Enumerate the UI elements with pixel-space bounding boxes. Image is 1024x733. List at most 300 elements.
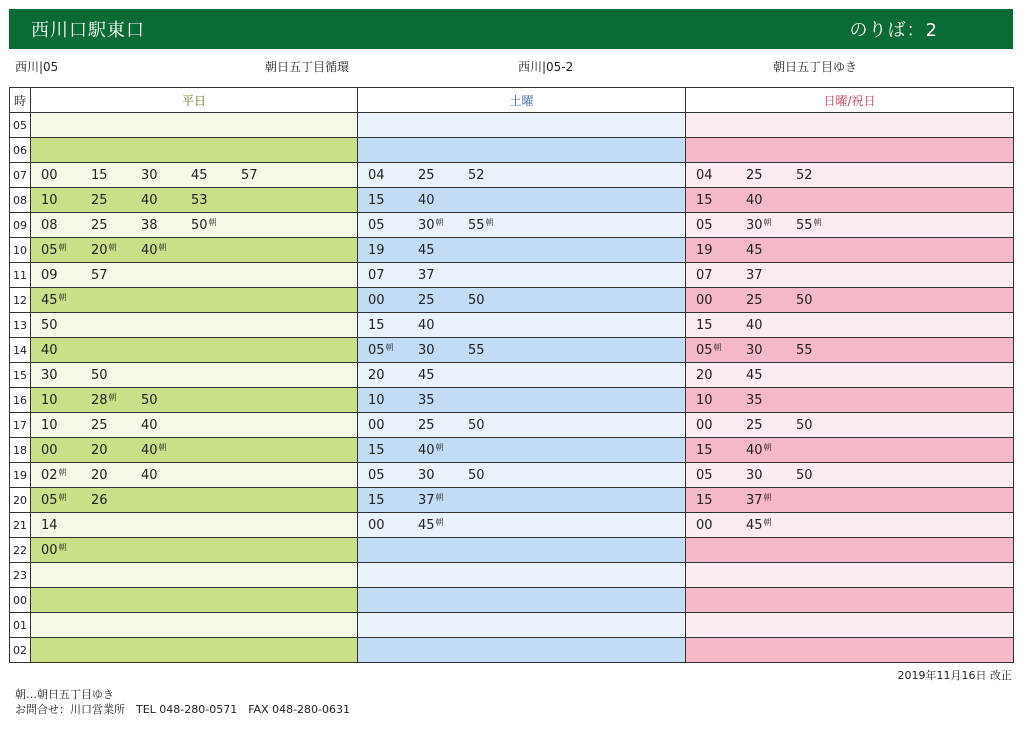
departure-time: [41, 293, 67, 308]
holiday-cell: [686, 138, 1014, 163]
weekday-cell: [31, 338, 358, 363]
departure-minute: 00: [696, 518, 713, 533]
departure-time: [746, 343, 763, 358]
departure-time: [368, 518, 385, 533]
departure-minute: 04: [696, 168, 713, 183]
departure-time: [41, 243, 67, 258]
departure-time: [746, 293, 763, 308]
saturday-cell: [358, 638, 686, 663]
departure-time: [696, 493, 713, 508]
saturday-cell: [358, 613, 686, 638]
departure-time: [41, 518, 58, 533]
hour-cell: 06: [10, 138, 31, 163]
revision-date: 2019年11月16日 改正: [897, 669, 1012, 682]
departure-time: [418, 243, 435, 258]
route-code-1: 西川|05: [15, 60, 59, 74]
destination-mark: 朝: [763, 218, 772, 227]
hour-cell: 00: [10, 588, 31, 613]
departure-time: [468, 468, 485, 483]
holiday-cell: [686, 463, 1014, 488]
departure-time: [696, 193, 713, 208]
hour-cell: 18: [10, 438, 31, 463]
departure-minute: 05: [696, 468, 713, 483]
saturday-cell: [358, 263, 686, 288]
departure-time: [41, 393, 58, 408]
footer: [15, 687, 350, 717]
departure-time: [91, 218, 108, 233]
departure-minute: 45: [418, 518, 435, 533]
timetable-row: [10, 463, 1014, 488]
saturday-cell: [358, 413, 686, 438]
departure-minute: 40: [141, 243, 158, 258]
holiday-cell: [686, 538, 1014, 563]
hour-cell: 07: [10, 163, 31, 188]
departure-minute: 15: [368, 318, 385, 333]
departure-time: [91, 393, 117, 408]
departure-minute: 55: [796, 218, 813, 233]
hour-cell: 15: [10, 363, 31, 388]
saturday-cell: [358, 588, 686, 613]
departure-time: [368, 443, 385, 458]
departure-time: [418, 493, 444, 508]
departure-time: [796, 168, 813, 183]
holiday-cell: [686, 188, 1014, 213]
departure-time: [696, 393, 713, 408]
departure-minute: 57: [91, 268, 108, 283]
departure-minute: 30: [141, 168, 158, 183]
destination-mark: 朝: [58, 243, 67, 252]
weekday-cell: [31, 563, 358, 588]
departure-minute: 38: [141, 218, 158, 233]
holiday-cell: [686, 363, 1014, 388]
departure-minute: 05: [696, 218, 713, 233]
departure-minute: 45: [41, 293, 58, 308]
departure-time: [696, 268, 713, 283]
departure-minute: 40: [418, 443, 435, 458]
departure-time: [141, 418, 158, 433]
departure-time: [418, 193, 435, 208]
departure-time: [91, 443, 108, 458]
departure-time: [41, 543, 67, 558]
departure-time: [418, 318, 435, 333]
departure-time: [746, 218, 772, 233]
hour-cell: 11: [10, 263, 31, 288]
departure-minute: 30: [41, 368, 58, 383]
departure-minute: 10: [368, 393, 385, 408]
departure-time: [468, 343, 485, 358]
departure-time: [418, 268, 435, 283]
departure-minute: 10: [41, 193, 58, 208]
destination-mark: 朝: [108, 393, 117, 402]
holiday-cell: [686, 563, 1014, 588]
saturday-cell: [358, 363, 686, 388]
departure-minute: 25: [91, 193, 108, 208]
departure-minute: 53: [191, 193, 208, 208]
saturday-cell: [358, 388, 686, 413]
departure-minute: 02: [41, 468, 58, 483]
departure-time: [368, 268, 385, 283]
departure-minute: 10: [41, 393, 58, 408]
destination-mark: 朝: [763, 518, 772, 527]
saturday-cell: [358, 463, 686, 488]
departure-minute: 05: [368, 343, 385, 358]
departure-minute: 20: [91, 468, 108, 483]
weekday-cell: [31, 313, 358, 338]
destination-mark: 朝: [158, 243, 167, 252]
departure-minute: 30: [418, 468, 435, 483]
saturday-cell: [358, 138, 686, 163]
departure-time: [368, 243, 385, 258]
hour-cell: 14: [10, 338, 31, 363]
departure-minute: 05: [368, 218, 385, 233]
departure-time: [41, 193, 58, 208]
departure-minute: 15: [368, 443, 385, 458]
departure-time: [746, 518, 772, 533]
departure-time: [191, 193, 208, 208]
saturday-cell: [358, 238, 686, 263]
departure-time: [746, 243, 763, 258]
departure-time: [696, 243, 713, 258]
departure-minute: 50: [796, 468, 813, 483]
weekday-cell: [31, 138, 358, 163]
departure-minute: 15: [696, 443, 713, 458]
departure-time: [41, 268, 58, 283]
departure-time: [796, 418, 813, 433]
weekday-cell: [31, 588, 358, 613]
platform-number: のりば：2: [849, 20, 938, 41]
departure-time: [368, 318, 385, 333]
departure-minute: 25: [746, 168, 763, 183]
departure-time: [418, 218, 444, 233]
departure-minute: 05: [41, 493, 58, 508]
departure-time: [41, 218, 58, 233]
weekday-cell: [31, 538, 358, 563]
departure-time: [746, 493, 772, 508]
timetable-row: [10, 438, 1014, 463]
timetable-row: [10, 138, 1014, 163]
departure-minute: 28: [91, 393, 108, 408]
departure-minute: 50: [468, 468, 485, 483]
departure-time: [41, 443, 58, 458]
departure-minute: 09: [41, 268, 58, 283]
departure-minute: 07: [368, 268, 385, 283]
departure-minute: 00: [41, 168, 58, 183]
departure-minute: 25: [91, 418, 108, 433]
departure-time: [746, 318, 763, 333]
destination-mark: 朝: [58, 543, 67, 552]
departure-time: [796, 468, 813, 483]
saturday-cell: [358, 288, 686, 313]
departure-time: [41, 168, 58, 183]
departure-minute: 08: [41, 218, 58, 233]
timetable-row: [10, 538, 1014, 563]
holiday-cell: [686, 588, 1014, 613]
departure-minute: 05: [696, 343, 713, 358]
hour-cell: 23: [10, 563, 31, 588]
destination-mark: 朝: [208, 218, 217, 227]
departure-minute: 30: [746, 343, 763, 358]
departure-time: [696, 518, 713, 533]
departure-time: [368, 193, 385, 208]
departure-minute: 19: [696, 243, 713, 258]
destination-mark: 朝: [108, 243, 117, 252]
saturday-cell: [358, 188, 686, 213]
departure-minute: 40: [746, 193, 763, 208]
departure-minute: 40: [141, 443, 158, 458]
holiday-cell: [686, 413, 1014, 438]
timetable-row: [10, 388, 1014, 413]
departure-time: [141, 468, 158, 483]
departure-time: [141, 218, 158, 233]
weekday-cell: [31, 638, 358, 663]
saturday-column-header: 土曜: [358, 88, 686, 113]
timetable-row: [10, 163, 1014, 188]
departure-minute: 20: [696, 368, 713, 383]
departure-minute: 25: [418, 168, 435, 183]
departure-minute: 00: [368, 518, 385, 533]
destination-mark: 朝: [813, 218, 822, 227]
departure-minute: 30: [746, 468, 763, 483]
timetable-row: [10, 638, 1014, 663]
departure-minute: 25: [746, 418, 763, 433]
hour-cell: 12: [10, 288, 31, 313]
holiday-cell: [686, 338, 1014, 363]
departure-minute: 25: [746, 293, 763, 308]
hour-cell: 01: [10, 613, 31, 638]
departure-minute: 05: [41, 243, 58, 258]
holiday-cell: [686, 263, 1014, 288]
holiday-cell: [686, 438, 1014, 463]
departure-time: [696, 443, 713, 458]
departure-time: [191, 168, 208, 183]
departure-minute: 37: [746, 268, 763, 283]
departure-minute: 15: [696, 318, 713, 333]
weekday-cell: [31, 463, 358, 488]
departure-time: [91, 368, 108, 383]
destination-mark: 朝: [158, 443, 167, 452]
departure-time: [41, 418, 58, 433]
departure-time: [418, 393, 435, 408]
departure-time: [696, 343, 722, 358]
saturday-cell: [358, 213, 686, 238]
departure-time: [41, 368, 58, 383]
departure-minute: 26: [91, 493, 108, 508]
departure-time: [368, 468, 385, 483]
departure-minute: 45: [746, 368, 763, 383]
hour-cell: 16: [10, 388, 31, 413]
departure-time: [418, 168, 435, 183]
weekday-column-header: 平日: [31, 88, 358, 113]
destination-mark: 朝: [385, 343, 394, 352]
timetable-row: [10, 113, 1014, 138]
departure-minute: 10: [41, 418, 58, 433]
departure-minute: 40: [746, 443, 763, 458]
holiday-column-header: 日曜/祝日: [686, 88, 1014, 113]
departure-time: [418, 343, 435, 358]
weekday-cell: [31, 513, 358, 538]
departure-minute: 04: [368, 168, 385, 183]
departure-minute: 15: [696, 193, 713, 208]
timetable-row: [10, 563, 1014, 588]
departure-minute: 35: [746, 393, 763, 408]
destination-mark: 朝: [713, 343, 722, 352]
timetable-row: [10, 288, 1014, 313]
destination-mark: 朝: [485, 218, 494, 227]
departure-time: [468, 168, 485, 183]
saturday-cell: [358, 338, 686, 363]
weekday-cell: [31, 238, 358, 263]
weekday-cell: [31, 113, 358, 138]
departure-time: [418, 518, 444, 533]
timetable-row: [10, 413, 1014, 438]
departure-minute: 20: [91, 443, 108, 458]
destination-mark: 朝: [763, 493, 772, 502]
route-name-2: 朝日五丁目ゆき: [773, 60, 858, 74]
timetable-row: [10, 263, 1014, 288]
destination-mark: 朝: [435, 443, 444, 452]
weekday-cell: [31, 188, 358, 213]
departure-minute: 40: [418, 318, 435, 333]
departure-minute: 37: [418, 493, 435, 508]
departure-minute: 50: [41, 318, 58, 333]
departure-time: [141, 168, 158, 183]
departure-minute: 50: [796, 293, 813, 308]
departure-time: [746, 468, 763, 483]
timetable-header-row: [10, 88, 1014, 113]
departure-minute: 10: [696, 393, 713, 408]
route-info: [0, 58, 1024, 74]
destination-mark: 朝: [58, 493, 67, 502]
departure-time: [91, 493, 108, 508]
departure-time: [696, 168, 713, 183]
departure-time: [746, 268, 763, 283]
timetable-row: [10, 338, 1014, 363]
departure-minute: 30: [418, 218, 435, 233]
hour-cell: 20: [10, 488, 31, 513]
departure-minute: 30: [418, 343, 435, 358]
departure-time: [91, 243, 117, 258]
departure-time: [696, 418, 713, 433]
saturday-cell: [358, 163, 686, 188]
saturday-cell: [358, 513, 686, 538]
weekday-cell: [31, 613, 358, 638]
timetable-row: [10, 313, 1014, 338]
departure-minute: 15: [696, 493, 713, 508]
timetable-row: [10, 213, 1014, 238]
holiday-cell: [686, 288, 1014, 313]
hour-cell: 05: [10, 113, 31, 138]
route-code-2: 西川|05-2: [518, 60, 574, 74]
timetable-row: [10, 488, 1014, 513]
departure-time: [746, 393, 763, 408]
departure-minute: 52: [468, 168, 485, 183]
departure-time: [696, 293, 713, 308]
legend-note: 朝…朝日五丁目ゆき: [15, 688, 114, 701]
weekday-cell: [31, 288, 358, 313]
departure-minute: 45: [418, 243, 435, 258]
departure-time: [241, 168, 258, 183]
route-name-1: 朝日五丁目循環: [265, 60, 350, 74]
departure-time: [418, 443, 444, 458]
departure-time: [368, 418, 385, 433]
timetable-row: [10, 588, 1014, 613]
departure-time: [368, 393, 385, 408]
weekday-cell: [31, 388, 358, 413]
destination-mark: 朝: [435, 518, 444, 527]
hour-cell: 08: [10, 188, 31, 213]
weekday-cell: [31, 263, 358, 288]
departure-time: [91, 268, 108, 283]
departure-time: [696, 218, 713, 233]
saturday-cell: [358, 538, 686, 563]
timetable-row: [10, 613, 1014, 638]
weekday-cell: [31, 413, 358, 438]
departure-minute: 00: [41, 543, 58, 558]
departure-minute: 50: [91, 368, 108, 383]
departure-time: [796, 218, 822, 233]
departure-minute: 50: [468, 418, 485, 433]
saturday-cell: [358, 488, 686, 513]
departure-time: [696, 468, 713, 483]
departure-minute: 15: [91, 168, 108, 183]
departure-time: [746, 193, 763, 208]
destination-mark: 朝: [58, 293, 67, 302]
departure-time: [141, 443, 167, 458]
departure-minute: 25: [91, 218, 108, 233]
holiday-cell: [686, 163, 1014, 188]
departure-minute: 15: [368, 193, 385, 208]
departure-minute: 57: [241, 168, 258, 183]
timetable-row: [10, 188, 1014, 213]
departure-time: [468, 218, 494, 233]
hour-cell: 13: [10, 313, 31, 338]
departure-time: [141, 243, 167, 258]
departure-minute: 20: [368, 368, 385, 383]
departure-minute: 50: [141, 393, 158, 408]
departure-minute: 55: [468, 218, 485, 233]
weekday-cell: [31, 163, 358, 188]
departure-minute: 07: [696, 268, 713, 283]
departure-time: [368, 368, 385, 383]
saturday-cell: [358, 113, 686, 138]
departure-time: [368, 293, 385, 308]
departure-minute: 05: [368, 468, 385, 483]
destination-mark: 朝: [763, 443, 772, 452]
departure-minute: 00: [41, 443, 58, 458]
holiday-cell: [686, 113, 1014, 138]
destination-mark: 朝: [435, 493, 444, 502]
hour-cell: 17: [10, 413, 31, 438]
departure-minute: 45: [418, 368, 435, 383]
departure-minute: 52: [796, 168, 813, 183]
timetable-row: [10, 363, 1014, 388]
departure-minute: 40: [141, 468, 158, 483]
departure-time: [468, 418, 485, 433]
departure-time: [91, 168, 108, 183]
departure-minute: 45: [191, 168, 208, 183]
departure-time: [41, 493, 67, 508]
departure-minute: 37: [746, 493, 763, 508]
departure-minute: 40: [141, 418, 158, 433]
weekday-cell: [31, 213, 358, 238]
departure-time: [418, 468, 435, 483]
departure-minute: 00: [368, 293, 385, 308]
hour-cell: 21: [10, 513, 31, 538]
departure-minute: 55: [468, 343, 485, 358]
departure-time: [796, 293, 813, 308]
departure-minute: 14: [41, 518, 58, 533]
saturday-cell: [358, 438, 686, 463]
